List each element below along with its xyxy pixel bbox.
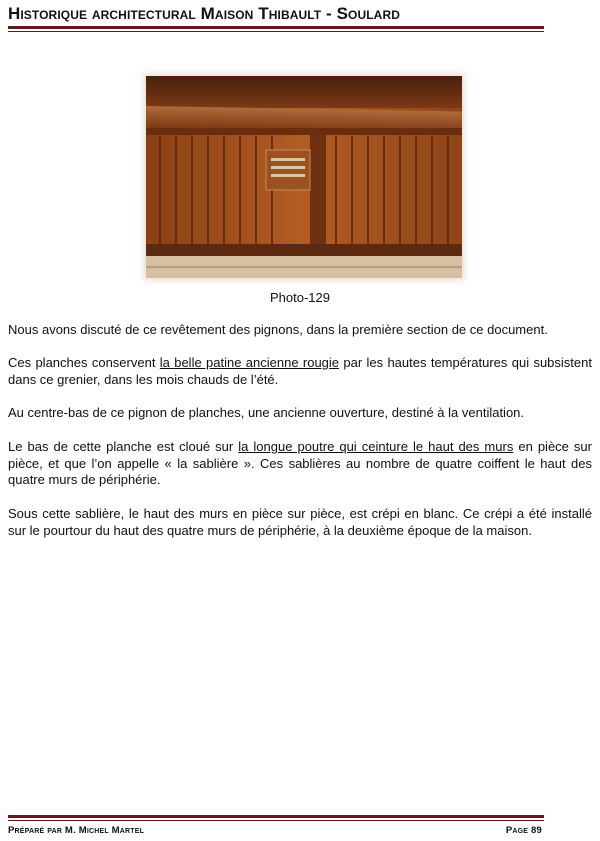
paragraph-1-text: Nous avons discuté de ce revêtement des pignons, dans la première section de ce document.	[8, 322, 548, 337]
paragraph-4-text-a: Le bas de cette planche est cloué sur	[8, 439, 239, 454]
photo-wooden-gable	[146, 76, 462, 278]
paragraph-2-text-a: Ces planches conservent	[8, 355, 160, 370]
header-rule-thick	[8, 26, 544, 29]
paragraph-3-text: Au centre-bas de ce pignon de planches, une ancienne ouverture, destiné à la ventilation.	[8, 405, 525, 420]
footer-rule-thin	[8, 820, 544, 821]
footer-page-number: Page 89	[505, 825, 542, 836]
paragraph-2-underlined: la belle patine ancienne rougie	[159, 355, 340, 370]
paragraph-2	[8, 355, 592, 388]
footer-rule-thick	[8, 815, 544, 818]
paragraph-2-text-b: par les hautes températures qui subsistent dans ce grenier, dans les mois chauds de l’été.	[8, 355, 592, 387]
paragraph-4-text-b: en pièce sur pièce, et que l’on appelle « la sablière ». Ces sablières au nombre de quatre coiffent le haut des quatre murs de périphérie.	[8, 439, 592, 487]
paragraph-4-underlined: la longue poutre qui ceinture le haut des murs	[238, 439, 514, 454]
header-rule-thin	[8, 31, 544, 32]
footer-author: Préparé par M. Michel Martel	[8, 825, 145, 836]
photo-illustration	[146, 76, 462, 278]
paragraph-4	[8, 439, 592, 489]
paragraph-5-text: Sous cette sablière, le haut des murs en pièce sur pièce, est crépi en blanc. Ce crépi a été installé sur le pourtour du haut des quatre murs de périphérie, à la deuxième époque de la maison.	[8, 506, 592, 538]
paragraph-1	[8, 322, 592, 339]
photo-caption: Photo-129	[270, 290, 330, 305]
page-header-title: Historique architectural Maison Thibault - Soulard	[8, 4, 400, 23]
paragraph-5	[8, 506, 592, 539]
paragraph-3	[8, 405, 592, 422]
